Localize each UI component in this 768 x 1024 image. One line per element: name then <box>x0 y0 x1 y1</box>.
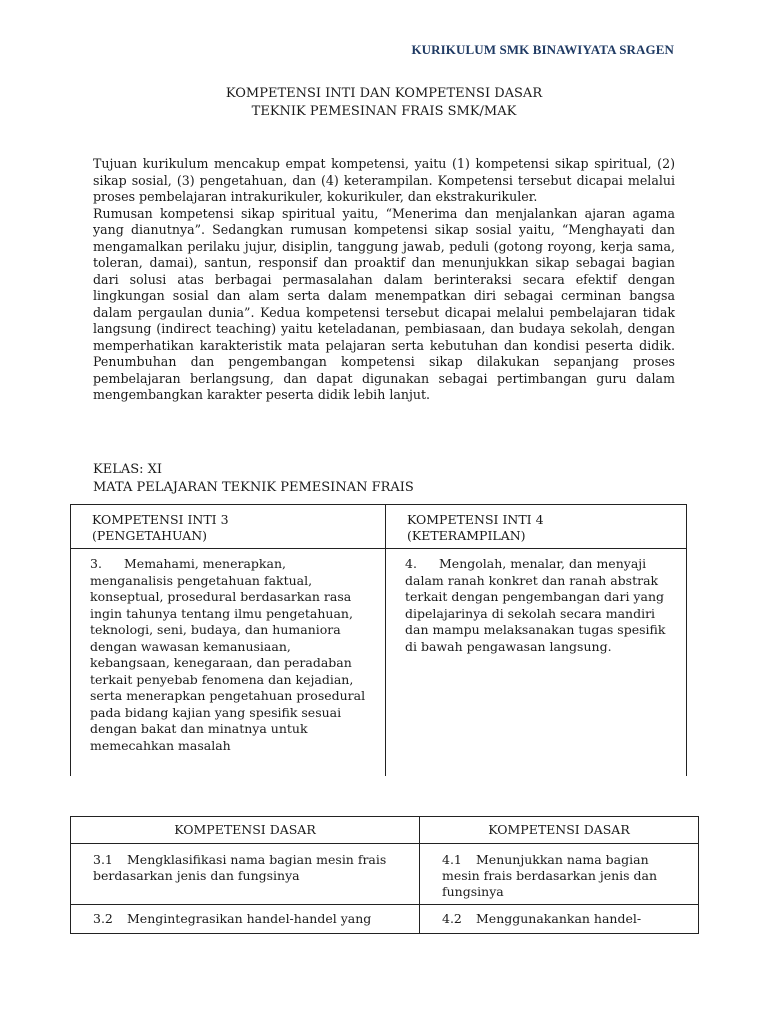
kd-text: Mengintegrasikan handel-handel yang <box>127 911 372 926</box>
ki4-title: KOMPETENSI INTI 4 <box>407 512 544 527</box>
table-border <box>385 504 386 776</box>
class-label: KELAS: XI <box>93 462 163 477</box>
ki4-text: Mengolah, menalar, dan menyaji dalam ranah konkret dan ranah abstrak terkait dengan pengembangan dari yang dipelajarinya di sekolah secara mandiri dan mampu melaksanakan tugas spesifik di bawah pengawasan langsung. <box>405 556 666 654</box>
kd-text: Menunjukkan nama bagian mesin frais berdasarkan jenis dan fungsinya <box>442 852 658 899</box>
intro-paragraph-1: Tujuan kurikulum mencakup empat kompetensi, yaitu (1) kompetensi sikap spiritual, (2) sikap sosial, (3) pengetahuan, dan (4) keterampilan. Kompetensi tersebut dicapai melalui proses pembelajaran intrakurikuler, kokurikuler, dan ekstrakurikuler. <box>93 156 675 204</box>
basic-competence-table <box>70 816 699 934</box>
core-competence-table <box>70 504 687 776</box>
subject-label: MATA PELAJARAN TEKNIK PEMESINAN FRAIS <box>93 480 414 495</box>
intro-text <box>93 156 675 404</box>
kd-number: 3.1 <box>93 852 113 867</box>
ki3-title: KOMPETENSI INTI 3 <box>92 512 229 527</box>
document-subtitle: TEKNIK PEMESINAN FRAIS SMK/MAK <box>251 104 517 119</box>
ki4-header <box>407 512 544 544</box>
ki4-description <box>405 556 675 655</box>
table-border <box>70 504 71 776</box>
kd-cell <box>420 844 699 905</box>
kd-text: Menggunakankan handel- <box>476 911 642 926</box>
table-border <box>70 548 687 549</box>
kd-cell <box>71 844 420 905</box>
table-border <box>686 504 687 776</box>
kd-cell <box>420 905 699 934</box>
kd-number: 4.1 <box>442 852 462 867</box>
ki3-subtitle: (PENGETAHUAN) <box>92 528 208 543</box>
ki3-description <box>90 556 370 754</box>
table-border <box>70 504 687 505</box>
kd-text: Mengklasifikasi nama bagian mesin frais berdasarkan jenis dan fungsinya <box>93 852 387 883</box>
ki4-number: 4. <box>405 556 417 571</box>
table-row <box>71 844 699 905</box>
kd-header-left: KOMPETENSI DASAR <box>71 817 420 844</box>
document-title: KOMPETENSI INTI DAN KOMPETENSI DASAR <box>225 86 543 101</box>
kd-number: 3.2 <box>93 911 113 926</box>
ki3-header <box>92 512 229 544</box>
intro-paragraph-2: Rumusan kompetensi sikap spiritual yaitu, “Menerima dan menjalankan ajaran agama yang dianutnya”. Sedangkan rumusan kompetensi sikap sosial yaitu, “Menghayati dan mengamalkan perilaku jujur, disiplin, tanggung jawab, peduli (gotong royong, kerja sama, toleran, damai), santun, responsif dan proaktif dan menunjukkan sikap sebagai bagian dari solusi atas berbagai permasalahan dalam berinteraksi secara efektif dengan lingkungan sosial dan alam serta dalam menempatkan diri sebagai cerminan bangsa dalam pergaulan dunia”. Kedua kompetensi tersebut dicapai melalui pembelajaran tidak langsung (indirect teaching) yaitu keteladanan, pembiasaan, dan budaya sekolah, dengan memperhatikan karakteristik mata pelajaran serta kebutuhan dan kondisi peserta didik. Penumbuhan dan pengembangan kompetensi sikap dilakukan sepanjang proses pembelajaran berlangsung, dan dapat digunakan sebagai pertimbangan guru dalam mengembangkan karakter peserta didik lebih lanjut. <box>93 205 675 402</box>
ki3-text: Memahami, menerapkan, menganalisis pengetahuan faktual, konseptual, prosedural berdasarkan rasa ingin tahunya tentang ilmu pengetahuan, teknologi, seni, budaya, dan humaniora dengan wawasan kemanusiaan, kebangsaan, kenegaraan, dan peradaban terkait penyebab fenomena dan kejadian, serta menerapkan pengetahuan prosedural pada bidang kajian yang spesifik sesuai dengan bakat dan minatnya untuk memecahkan masalah <box>90 556 366 753</box>
kd-header-right: KOMPETENSI DASAR <box>420 817 699 844</box>
ki3-number: 3. <box>90 556 102 571</box>
kd-number: 4.2 <box>442 911 462 926</box>
ki4-subtitle: (KETERAMPILAN) <box>407 528 526 543</box>
document-header: KURIKULUM SMK BINAWIYATA SRAGEN <box>411 42 674 57</box>
kd-cell <box>71 905 420 934</box>
table-row <box>71 905 699 934</box>
